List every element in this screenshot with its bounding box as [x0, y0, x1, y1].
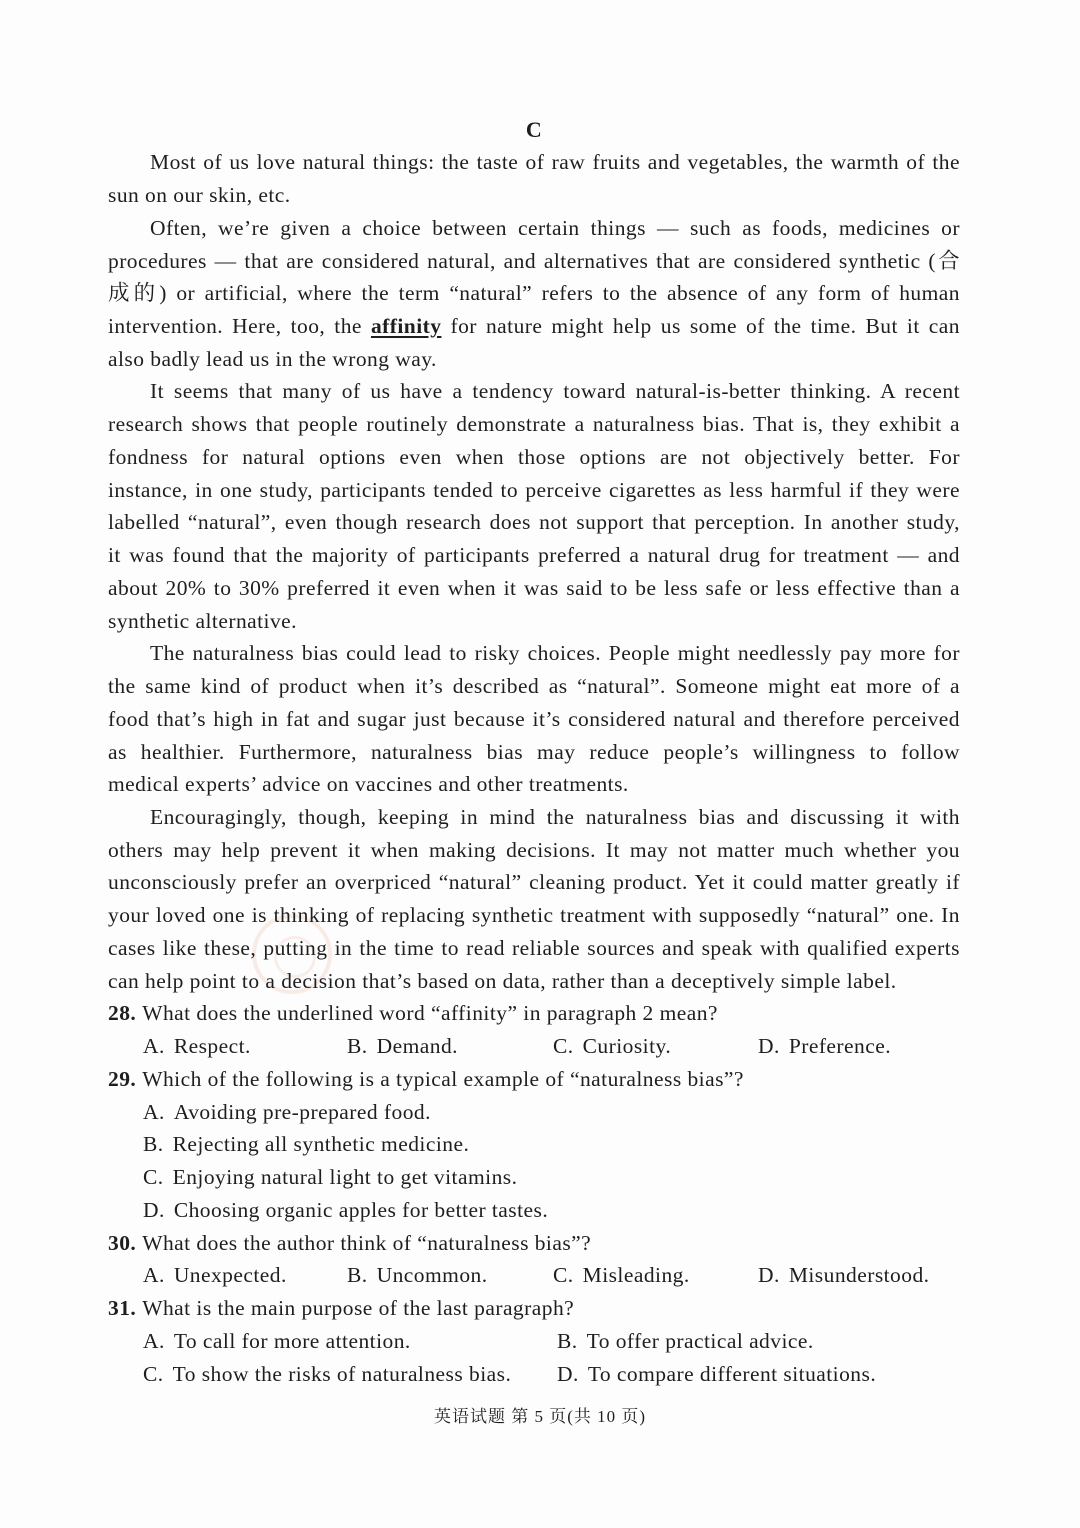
passage-line: the same kind of product when it’s described as “natural”. Someone might eat more of a	[108, 674, 960, 699]
passage-line: others may help prevent it when making decisions. It may not matter much whether you	[108, 837, 960, 862]
passage-line: procedures — that are considered natural, and alternatives that are considered synthetic (合	[108, 248, 960, 273]
answer-option	[108, 1128, 960, 1161]
question-30	[108, 1227, 960, 1292]
passage-line: sun on our skin, etc.	[108, 183, 291, 208]
option-letter: A.	[143, 1099, 165, 1124]
answer-option	[143, 1259, 347, 1292]
passage-line: medical experts’ advice on vaccines and other treatments.	[108, 772, 629, 797]
answer-options	[108, 1030, 960, 1063]
answer-options	[108, 1358, 960, 1391]
answer-option	[108, 1096, 960, 1129]
option-text: To call for more attention.	[173, 1328, 411, 1353]
option-letter: C.	[553, 1034, 574, 1059]
question-number: 30.	[108, 1230, 137, 1255]
option-text: Enjoying natural light to get vitamins.	[172, 1165, 518, 1190]
answer-option	[557, 1325, 960, 1358]
option-text: Curiosity.	[582, 1034, 672, 1059]
paragraph	[108, 146, 960, 211]
option-letter: C.	[143, 1165, 164, 1190]
passage-line: instance, in one study, participants tended to perceive cigarettes as less harmful if they were	[108, 477, 960, 502]
passage-line: research shows that people routinely demonstrate a naturalness bias. That is, they exhibit a	[108, 412, 960, 437]
line-text: for nature might help us some of the time. But it can	[441, 314, 960, 338]
answer-options	[108, 1325, 960, 1358]
answer-option	[553, 1259, 758, 1292]
underlined-word: affinity	[370, 314, 442, 338]
option-text: Demand.	[376, 1034, 458, 1059]
passage-line: unconsciously prefer an overpriced “natural” cleaning product. Yet it could matter greatly if	[108, 870, 960, 895]
question-stem: What does the underlined word “affinity” in paragraph 2 mean?	[142, 1001, 718, 1026]
question-number: 29.	[108, 1066, 137, 1091]
passage-line: Most of us love natural things: the taste of raw fruits and vegetables, the warmth of the	[150, 150, 960, 175]
question-stem-row	[108, 1292, 960, 1325]
paragraph	[108, 212, 960, 376]
question-stem: What is the main purpose of the last paragraph?	[142, 1296, 575, 1321]
option-letter: B.	[557, 1328, 578, 1353]
answer-option	[143, 1030, 347, 1063]
question-29	[108, 1063, 960, 1227]
question-stem-row	[108, 1063, 960, 1096]
option-letter: A.	[143, 1328, 165, 1353]
answer-option	[108, 1161, 960, 1194]
passage-line: 成的) or artificial, where the term “natural” refers to the absence of any form of human	[108, 281, 960, 306]
passage-line: as healthier. Furthermore, naturalness bias may reduce people’s willingness to follow	[108, 739, 960, 764]
answer-option	[553, 1030, 758, 1063]
option-text: Choosing organic apples for better tastes.	[173, 1197, 549, 1222]
option-text: Avoiding pre-prepared food.	[173, 1099, 431, 1124]
answer-option	[347, 1259, 553, 1292]
option-text: Unexpected.	[173, 1263, 287, 1288]
paragraph	[108, 801, 960, 997]
option-text: Preference.	[788, 1034, 892, 1059]
option-letter: A.	[143, 1034, 165, 1059]
passage-line: also badly lead us in the wrong way.	[108, 346, 437, 371]
option-letter: D.	[557, 1361, 579, 1386]
option-text: To compare different situations.	[587, 1361, 877, 1386]
answer-option	[758, 1259, 960, 1292]
answer-option	[108, 1194, 960, 1227]
answer-options	[108, 1259, 960, 1292]
answer-option	[347, 1030, 553, 1063]
question-31	[108, 1292, 960, 1390]
passage-line: it was found that the majority of participants preferred a natural drug for treatment — and	[108, 543, 960, 568]
option-text: To offer practical advice.	[586, 1328, 814, 1353]
option-letter: C.	[143, 1361, 164, 1386]
option-letter: D.	[758, 1034, 780, 1059]
option-letter: B.	[143, 1132, 164, 1157]
passage-line: labelled “natural”, even though research does not support that perception. In another study,	[108, 510, 960, 535]
passage-line: fondness for natural options even when those options are not objectively better. For	[108, 444, 960, 469]
passage-line: can help point to a decision that’s based on data, rather than a deceptively simple label.	[108, 968, 897, 993]
option-text: Misunderstood.	[788, 1263, 930, 1288]
passage-line: synthetic alternative.	[108, 608, 297, 633]
option-letter: B.	[347, 1263, 368, 1288]
answer-option	[557, 1358, 960, 1391]
passage-line	[108, 310, 960, 343]
passage-line: Often, we’re given a choice between certain things — such as foods, medicines or	[150, 215, 960, 240]
question-number: 28.	[108, 1001, 137, 1026]
exam-page	[108, 114, 960, 1391]
option-letter: D.	[143, 1197, 165, 1222]
passage-line: It seems that many of us have a tendency toward natural-is-better thinking. A recent	[150, 379, 960, 404]
section-label: C	[525, 116, 543, 142]
page-footer: 英语试题 第 5 页(共 10 页)	[433, 1407, 647, 1426]
option-text: Rejecting all synthetic medicine.	[172, 1132, 470, 1157]
question-stem-row	[108, 1227, 960, 1260]
answer-option	[143, 1325, 557, 1358]
line-text: intervention. Here, too, the	[108, 314, 371, 338]
option-letter: A.	[143, 1263, 165, 1288]
passage-line: cases like these, putting in the time to read reliable sources and speak with qualified experts	[108, 935, 960, 960]
option-text: Misleading.	[582, 1263, 690, 1288]
passage-line: your loved one is thinking of replacing synthetic treatment with supposedly “natural” one. In	[108, 903, 960, 928]
passage-line: food that’s high in fat and sugar just because it’s considered natural and therefore perceived	[108, 706, 960, 731]
answer-option	[143, 1358, 557, 1391]
question-28	[108, 997, 960, 1062]
paragraph	[108, 375, 960, 637]
question-stem: What does the author think of “naturalness bias”?	[142, 1230, 592, 1255]
question-number: 31.	[108, 1296, 137, 1321]
answer-option	[758, 1030, 960, 1063]
option-text: Uncommon.	[376, 1263, 488, 1288]
passage-line: Encouragingly, though, keeping in mind the naturalness bias and discussing it with	[150, 805, 960, 830]
option-text: To show the risks of naturalness bias.	[172, 1361, 512, 1386]
question-stem-row	[108, 997, 960, 1030]
passage-line: The naturalness bias could lead to risky choices. People might needlessly pay more for	[150, 641, 960, 666]
question-stem: Which of the following is a typical example of “naturalness bias”?	[142, 1066, 744, 1091]
option-letter: B.	[347, 1034, 368, 1059]
option-text: Respect.	[173, 1034, 251, 1059]
option-letter: D.	[758, 1263, 780, 1288]
paragraph	[108, 637, 960, 801]
option-letter: C.	[553, 1263, 574, 1288]
passage-line: about 20% to 30% preferred it even when it was said to be less safe or less effective than a	[108, 575, 960, 600]
